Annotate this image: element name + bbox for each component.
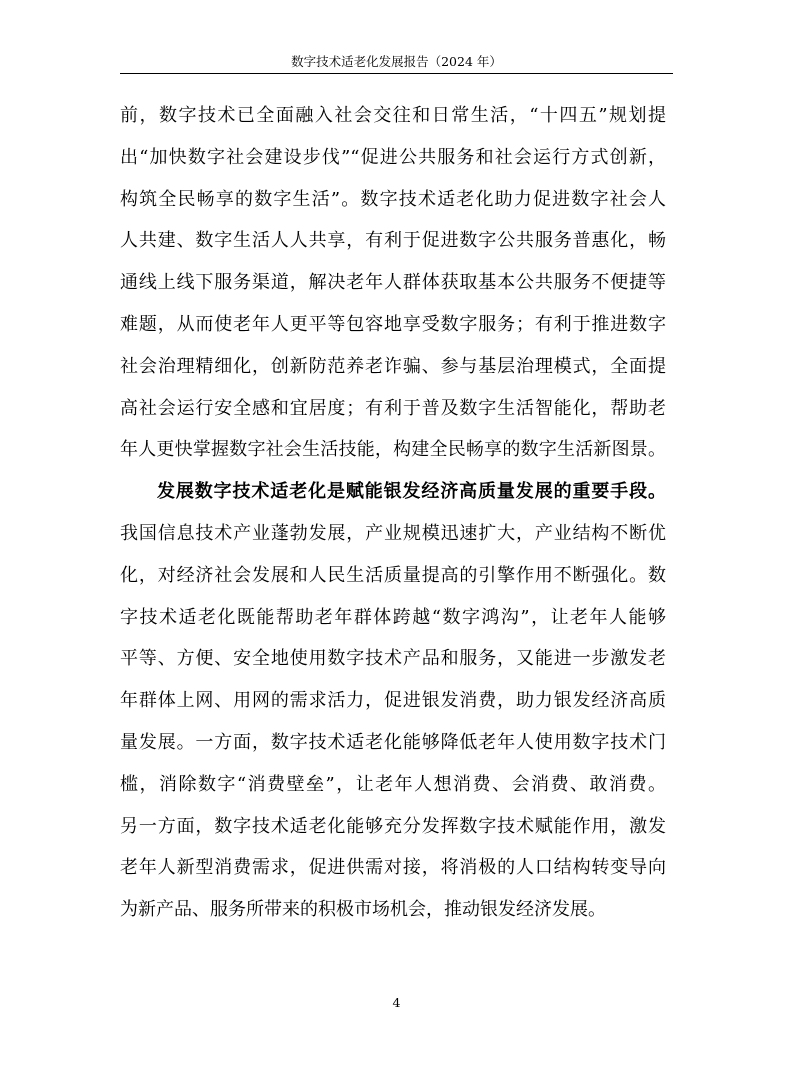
body-line: 高社会运行安全感和宜居度；有利于普及数字生活智能化，帮助老	[120, 397, 666, 419]
header-title: 数字技术适老化发展报告（2024 年）	[291, 54, 502, 69]
body-text	[120, 95, 666, 931]
body-line: 出“加快数字社会建设步伐”“促进公共服务和社会运行方式创新，	[120, 146, 666, 168]
body-line: 化，对经济社会发展和人民生活质量提高的引擎作用不断强化。数	[120, 564, 666, 586]
body-line: 老年人新型消费需求，促进供需对接，将消极的人口结构转变导向	[120, 857, 666, 879]
body-line: 我国信息技术产业蓬勃发展，产业规模迅速扩大，产业结构不断优	[120, 522, 666, 544]
header-rule	[120, 73, 673, 74]
body-line: 人共建、数字生活人人共享，有利于促进数字公共服务普惠化，畅	[120, 230, 666, 252]
body-line: 构筑全民畅享的数字生活”。数字技术适老化助力促进数字社会人	[120, 188, 666, 210]
body-line: 另一方面，数字技术适老化能够充分发挥数字技术赋能作用，激发	[120, 815, 666, 837]
paragraph	[120, 95, 666, 471]
body-line: 平等、方便、安全地使用数字技术产品和服务，又能进一步激发老	[120, 648, 666, 670]
body-line: 社会治理精细化，创新防范养老诈骗、参与基层治理模式，全面提	[120, 355, 666, 377]
page-number: 4	[392, 995, 401, 1010]
body-line: 量发展。一方面，数字技术适老化能够降低老年人使用数字技术门	[120, 731, 666, 753]
body-line: 槛，消除数字“消费壁垒”，让老年人想消费、会消费、敢消费。	[120, 773, 666, 795]
body-line: 前，数字技术已全面融入社会交往和日常生活，“十四五”规划提	[120, 105, 666, 126]
paragraph-lead: 发展数字技术适老化是赋能银发经济高质量发展的重要手段。	[157, 481, 666, 503]
body-line: 年群体上网、用网的需求活力，促进银发消费，助力银发经济高质	[120, 690, 666, 712]
body-line: 字技术适老化既能帮助老年群体跨越“数字鸿沟”，让老年人能够	[120, 606, 666, 628]
body-line: 难题，从而使老年人更平等包容地享受数字服务；有利于推进数字	[120, 313, 666, 335]
paragraph	[120, 471, 666, 931]
body-line: 为新产品、服务所带来的积极市场机会，推动银发经济发展。	[120, 899, 606, 921]
body-line: 通线上线下服务渠道，解决老年人群体获取基本公共服务不便捷等	[120, 272, 666, 294]
body-line: 年人更快掌握数字社会生活技能，构建全民畅享的数字生活新图景。	[120, 439, 666, 461]
